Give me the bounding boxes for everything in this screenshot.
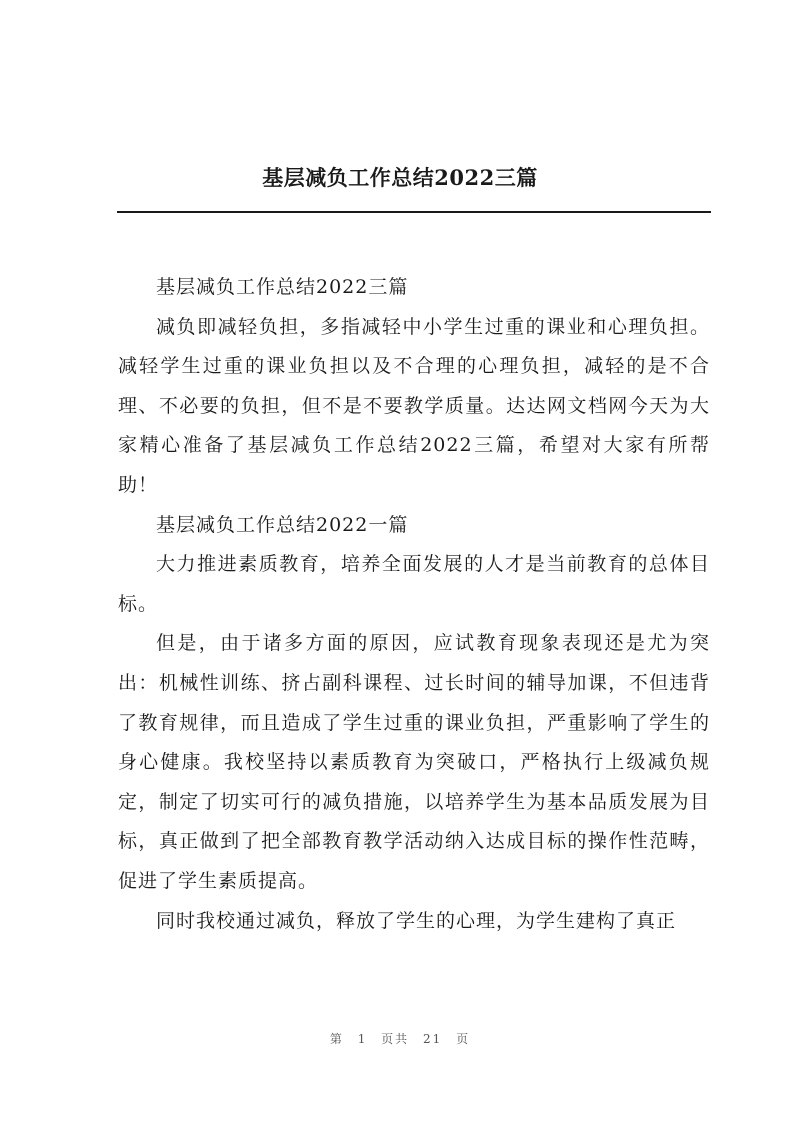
document-body: [118, 268, 710, 941]
title-divider: [117, 211, 711, 213]
paragraph: 但是，由于诸多方面的原因，应试教育现象表现还是尤为突出：机械性训练、挤占副科课程、过长时间的辅导加课，不但违背了教育规律，而且造成了学生过重的课业负担，严重影响了学生的身心健康。我校坚持以素质教育为突破口，严格执行上级减负规定，制定了切实可行的减负措施，以培养学生为基本品质发展为目标，真正做到了把全部教育教学活动纳入达成目标的操作性范畴，促进了学生素质提高。: [118, 632, 710, 892]
paragraph: 基层减负工作总结2022一篇: [156, 513, 409, 536]
paragraph: 大力推进素质教育，培养全面发展的人才是当前教育的总体目标。: [118, 553, 710, 615]
page-title: 基层减负工作总结2022三篇: [262, 165, 538, 190]
paragraph: 减负即减轻负担，多指减轻中小学生过重的课业和心理负担。减轻学生过重的课业负担以及不合理的心理负担，减轻的是不合理、不必要的负担，但不是不要教学质量。达达网文档网今天为大家精心准备了基层减负工作总结2022三篇，希望对大家有所帮助！: [118, 315, 710, 496]
page-number-footer: 第 1 页共 21 页: [329, 1032, 471, 1046]
paragraph: 同时我校通过减负，释放了学生的心理，为学生建构了真正: [156, 909, 677, 932]
paragraph: 基层减负工作总结2022三篇: [156, 276, 409, 298]
